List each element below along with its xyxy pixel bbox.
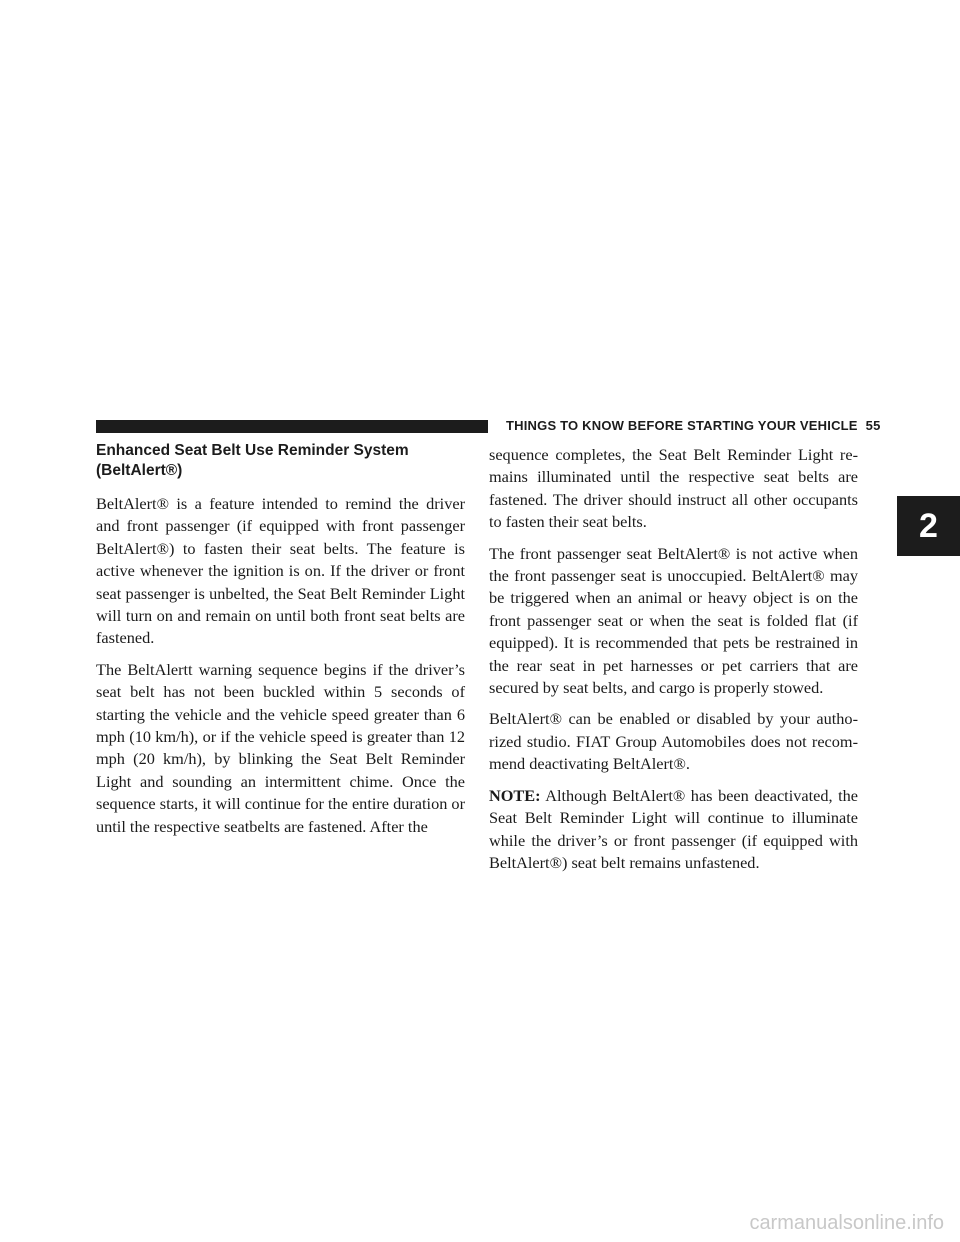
- left-column: [96, 441, 465, 847]
- heading-line-1: Enhanced Seat Belt Use Reminder System: [96, 442, 409, 459]
- right-column: [489, 444, 858, 883]
- note-label: NOTE:: [489, 785, 541, 805]
- paragraph-sequence-completes: sequence completes, the Seat Belt Reminder Light re-mains illuminated until the respective seat belts are fastened. The driver should instruct all other occupants to fasten their seat belts.: [489, 445, 858, 532]
- paragraph-passenger-seat: The front passenger seat BeltAlert® is not active when the front passenger seat is unoccupied. BeltAlert® may be triggered when an animal or heavy object is on the front passenger seat or when the seat is folded flat (if equipped). It is recommended that pets be restrained in the rear seat in pet harnesses or pet carriers that are secured by seat belts, and cargo is properly stowed.: [489, 543, 858, 698]
- page-number: 55: [865, 418, 881, 433]
- paragraph-enable-disable: BeltAlert® can be enabled or disabled by your autho-rized studio. FIAT Group Automobiles does not recom-mend deactivating BeltAlert®.: [489, 709, 858, 774]
- paragraph-warning-sequence: The BeltAlertt warning sequence begins if the driver’s seat belt has not been buckled within 5 seconds of starting the vehicle and the vehicle speed greater than 6 mph (10 km/h), or if the vehicle speed is greater than 12 mph (20 km/h), by blinking the Seat Belt Reminder Light and sounding an intermittent chime. Once the sequence starts, it will continue for the entire duration or until the respective seatbelts are fastened. After the: [96, 659, 465, 836]
- header-title: THINGS TO KNOW BEFORE STARTING YOUR VEHICLE: [506, 418, 858, 433]
- section-heading: [96, 441, 465, 481]
- paragraph-intro: BeltAlert® is a feature intended to remind the driver and front passenger (if equipped with front passenger BeltAlert®) to fasten their seat belts. The feature is active whenever the ignition is on. If the driver or front seat passenger is unbelted, the Seat Belt Reminder Light will turn on and remain on until both front seat belts are fastened.: [96, 494, 465, 648]
- chapter-tab: 2: [897, 496, 960, 556]
- note-paragraph: [489, 785, 858, 875]
- watermark: carmanualsonline.info: [749, 1212, 944, 1234]
- header-rule: [96, 420, 488, 433]
- heading-line-2: (BeltAlert®): [96, 462, 183, 479]
- note-text: Although BeltAlert® has been deactivated, the Seat Belt Reminder Light will continue to illuminate while the driver’s or front passenger (if equipped with BeltAlert®) seat belt remains unfastened.: [489, 785, 858, 872]
- running-header: [506, 418, 881, 433]
